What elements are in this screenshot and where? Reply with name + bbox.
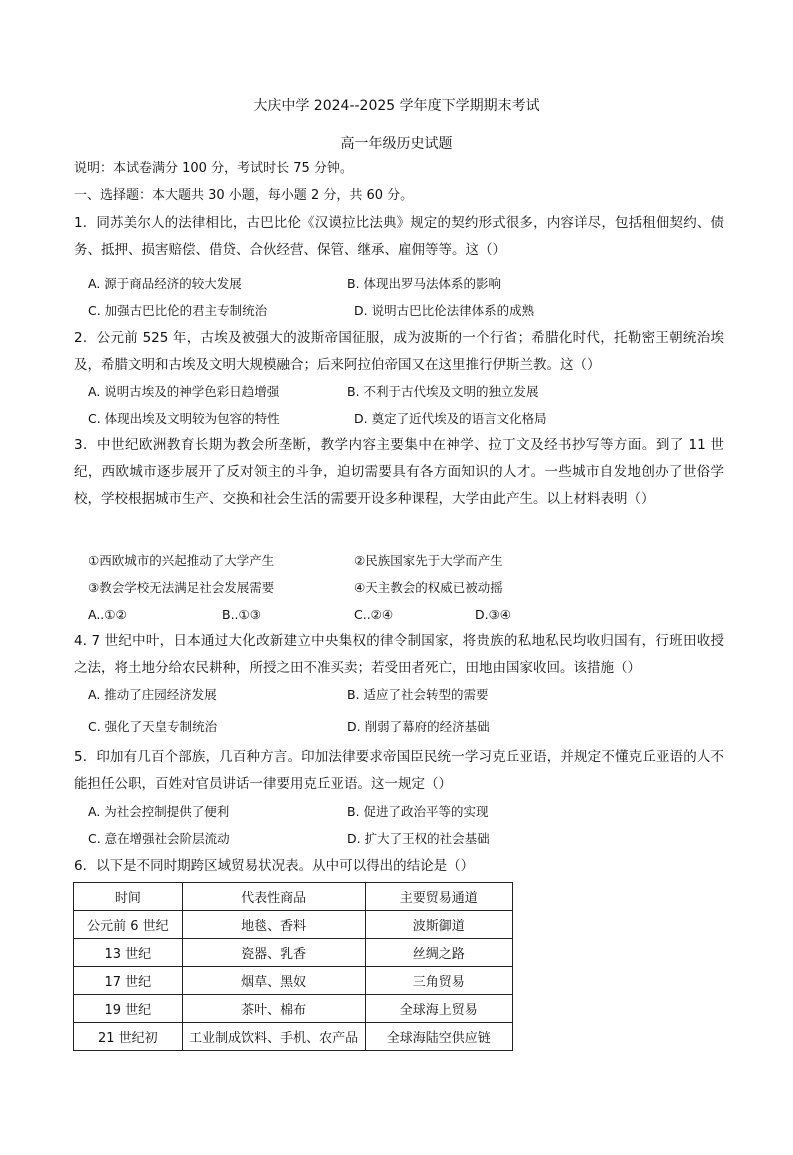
table-cell-goods: 茶叶、棉布	[182, 995, 365, 1023]
table-cell-goods: 工业制成饮料、手机、农产品	[182, 1023, 365, 1051]
question-3-option-d: D.③④	[475, 607, 512, 622]
question-5-stem: 5．印加有几百个部族，几百种方言。印加法律要求帝国臣民统一学习克丘亚语，并规定不懂克丘亚语的人不能担任公职，百姓对官员讲话一律要用克丘亚语。这一规定（）	[74, 749, 724, 792]
exam-instructions: 说明：本试卷满分 100 分，考试时长 75 分钟。	[74, 161, 353, 176]
question-3-statement-1: ①西欧城市的兴起推动了大学产生	[88, 553, 275, 568]
table-cell-period: 13 世纪	[74, 939, 183, 967]
trade-table	[73, 882, 513, 1051]
table-header-cell: 时间	[74, 883, 183, 911]
question-1-option-a: A. 源于商品经济的较大发展	[88, 276, 242, 291]
question-1-option-b: B. 体现出罗马法体系的影响	[347, 276, 502, 291]
question-1-option-d: D. 说明古巴比伦法律体系的成熟	[354, 303, 535, 318]
table-header-cell: 代表性商品	[182, 883, 365, 911]
question-4-option-b: B. 适应了社会转型的需要	[347, 687, 489, 702]
table-cell-route: 全球海上贸易	[365, 995, 512, 1023]
table-header-cell: 主要贸易通道	[365, 883, 512, 911]
question-3-statement-2: ②民族国家先于大学而产生	[354, 553, 503, 568]
table-row	[74, 995, 513, 1023]
question-3-option-c: C..②④	[354, 607, 394, 622]
question-2-option-b: B. 不利于古代埃及文明的独立发展	[347, 384, 539, 399]
table-cell-period: 公元前 6 世纪	[74, 911, 183, 939]
question-5-option-c: C. 意在增强社会阶层流动	[88, 831, 230, 846]
question-3-option-b: B..①③	[222, 607, 261, 622]
question-4-option-c: C. 强化了天皇专制统治	[88, 719, 218, 734]
question-1-option-c: C. 加强古巴比伦的君主专制统治	[88, 303, 268, 318]
question-3-stem: 3．中世纪欧洲教育长期为教会所垄断，教学内容主要集中在神学、拉丁文及经书抄写等方面。到了 11 世纪，西欧城市逐步展开了反对领主的斗争，迫切需要具有各方面知识的人才。一些城市自发地创办了世俗学校，学校根据城市生产、交换和社会生活的需要开设多种课程，大学由此产生。以上材料表明（）	[74, 437, 724, 507]
table-cell-period: 21 世纪初	[74, 1023, 183, 1051]
question-5-option-d: D. 扩大了王权的社会基础	[347, 831, 490, 846]
question-6-stem: 6．以下是不同时期跨区域贸易状况表。从中可以得出的结论是（）	[74, 858, 475, 874]
section-heading: 一、选择题：本大题共 30 小题，每小题 2 分，共 60 分。	[74, 188, 414, 203]
exam-title: 大庆中学 2024--2025 学年度下学期期末考试	[253, 98, 540, 114]
question-4-option-d: D. 削弱了幕府的经济基础	[347, 719, 490, 734]
question-2-option-d: D. 奠定了近代埃及的语言文化格局	[354, 411, 547, 426]
table-cell-goods: 地毯、香料	[182, 911, 365, 939]
table-row	[74, 1023, 513, 1051]
table-row	[74, 967, 513, 995]
table-cell-route: 丝绸之路	[365, 939, 512, 967]
question-3-statement-4: ④天主教会的权威已被动摇	[354, 580, 503, 595]
exam-subtitle: 高一年级历史试题	[340, 136, 453, 152]
table-header-row	[74, 883, 513, 911]
question-3-statement-3: ③教会学校无法满足社会发展需要	[88, 580, 275, 595]
question-5-option-b: B. 促进了政治平等的实现	[347, 804, 489, 819]
table-cell-period: 19 世纪	[74, 995, 183, 1023]
question-5-option-a: A. 为社会控制提供了便利	[88, 804, 230, 819]
table-cell-route: 全球海陆空供应链	[365, 1023, 512, 1051]
table-cell-route: 三角贸易	[365, 967, 512, 995]
question-2-option-a: A. 说明古埃及的神学色彩日趋增强	[88, 384, 280, 399]
table-cell-goods: 瓷器、乳香	[182, 939, 365, 967]
table-cell-goods: 烟草、黑奴	[182, 967, 365, 995]
table-row	[74, 911, 513, 939]
table-cell-route: 波斯御道	[365, 911, 512, 939]
question-2-option-c: C. 体现出埃及文明较为包容的特性	[88, 411, 280, 426]
table-row	[74, 939, 513, 967]
table-cell-period: 17 世纪	[74, 967, 183, 995]
question-4-option-a: A. 推动了庄园经济发展	[88, 687, 217, 702]
question-1-stem: 1．同苏美尔人的法律相比，古巴比伦《汉谟拉比法典》规定的契约形式很多，内容详尽，包括租佃契约、债务、抵押、损害赔偿、借贷、合伙经营、保管、继承、雇佣等等。这（）	[74, 215, 724, 258]
question-2-stem: 2．公元前 525 年，古埃及被强大的波斯帝国征服，成为波斯的一个行省；希腊化时代，托勒密王朝统治埃及，希腊文明和古埃及文明大规模融合；后来阿拉伯帝国又在这里推行伊斯兰教。这（）	[74, 330, 724, 373]
question-4-stem: 4. 7 世纪中叶，日本通过大化改新建立中央集权的律令制国家，将贵族的私地私民均收归国有，行班田收授之法，将土地分给农民耕种，所授之田不准买卖；若受田者死亡，田地由国家收回。该措施（）	[74, 633, 724, 676]
question-3-option-a: A..①②	[88, 607, 127, 622]
